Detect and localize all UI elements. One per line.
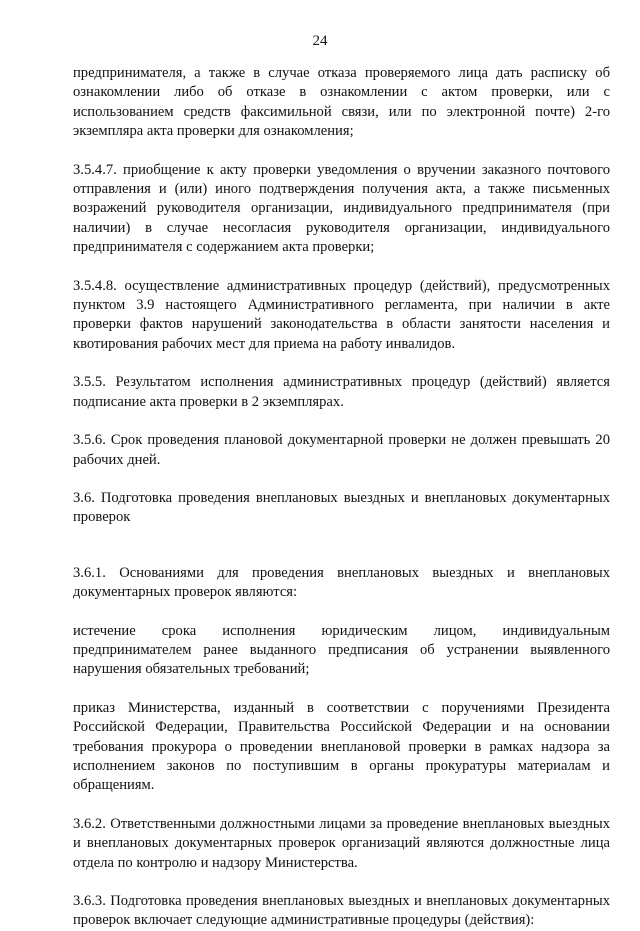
paragraph-3-5-4-8: 3.5.4.8. осуществление административных процедур (действий), предусмотренных пунктом 3.9 настоящего Административного регламента, при наличии в акте проверки фактов нарушений законодательства в области занятости населения и квотирования рабочих мест для приема на работу инвалидов. bbox=[73, 277, 610, 352]
paragraph-3-6-1: 3.6.1. Основаниями для проведения внеплановых выездных и внеплановых документарных проверок являются: bbox=[73, 564, 610, 601]
paragraph-ground-expiry: истечение срока исполнения юридическим лицом, индивидуальным предпринимателем ранее выданного предписания об устранении выявленного нарушения обязательных требований; bbox=[73, 622, 610, 678]
paragraph-3-6-3: 3.6.3. Подготовка проведения внеплановых выездных и внеплановых документарных проверок включает следующие административные процедуры (действия): bbox=[73, 893, 610, 929]
document-body bbox=[73, 64, 610, 931]
paragraph-continuation: предпринимателя, а также в случае отказа проверяемого лица дать расписку об ознакомлении либо об отказе в ознакомлении с актом проверки, или с использованием средств факсимильной связи, или по электронной почте) 2-го экземпляра акта проверки для ознакомления; bbox=[73, 65, 610, 140]
paragraph-3-5-4-7: 3.5.4.7. приобщение к акту проверки уведомления о вручении заказного почтового отправления и (или) иного подтверждения получения акта, а также письменных возражений руководителя организации, индивидуального предпринимателя (при наличии) в случае несогласия руководителя организации, индивидуального предпринимателя с содержанием акта проверки; bbox=[73, 161, 610, 256]
page-number: 24 bbox=[312, 33, 328, 49]
paragraph-3-5-5: 3.5.5. Результатом исполнения административных процедур (действий) является подписание акта проверки в 2 экземплярах. bbox=[73, 374, 610, 410]
paragraph-3-5-6: 3.5.6. Срок проведения плановой документарной проверки не должен превышать 20 рабочих дней. bbox=[73, 432, 610, 468]
paragraph-3-6-2: 3.6.2. Ответственными должностными лицами за проведение внеплановых выездных и внеплановых документарных проверок организаций являются должностные лица отдела по контролю и надзору Министерства. bbox=[73, 815, 610, 871]
paragraph-ground-order: приказ Министерства, изданный в соответствии с поручениями Президента Российской Федерации, Правительства Российской Федерации и на основании требования прокурора о проведении внеплановой проверки в рамках надзора за исполнением законов по поступившим в органы прокуратуры материалам и обращениям. bbox=[73, 699, 610, 794]
section-heading-3-6: 3.6. Подготовка проведения внеплановых выездных и внеплановых документарных проверок bbox=[73, 489, 610, 526]
